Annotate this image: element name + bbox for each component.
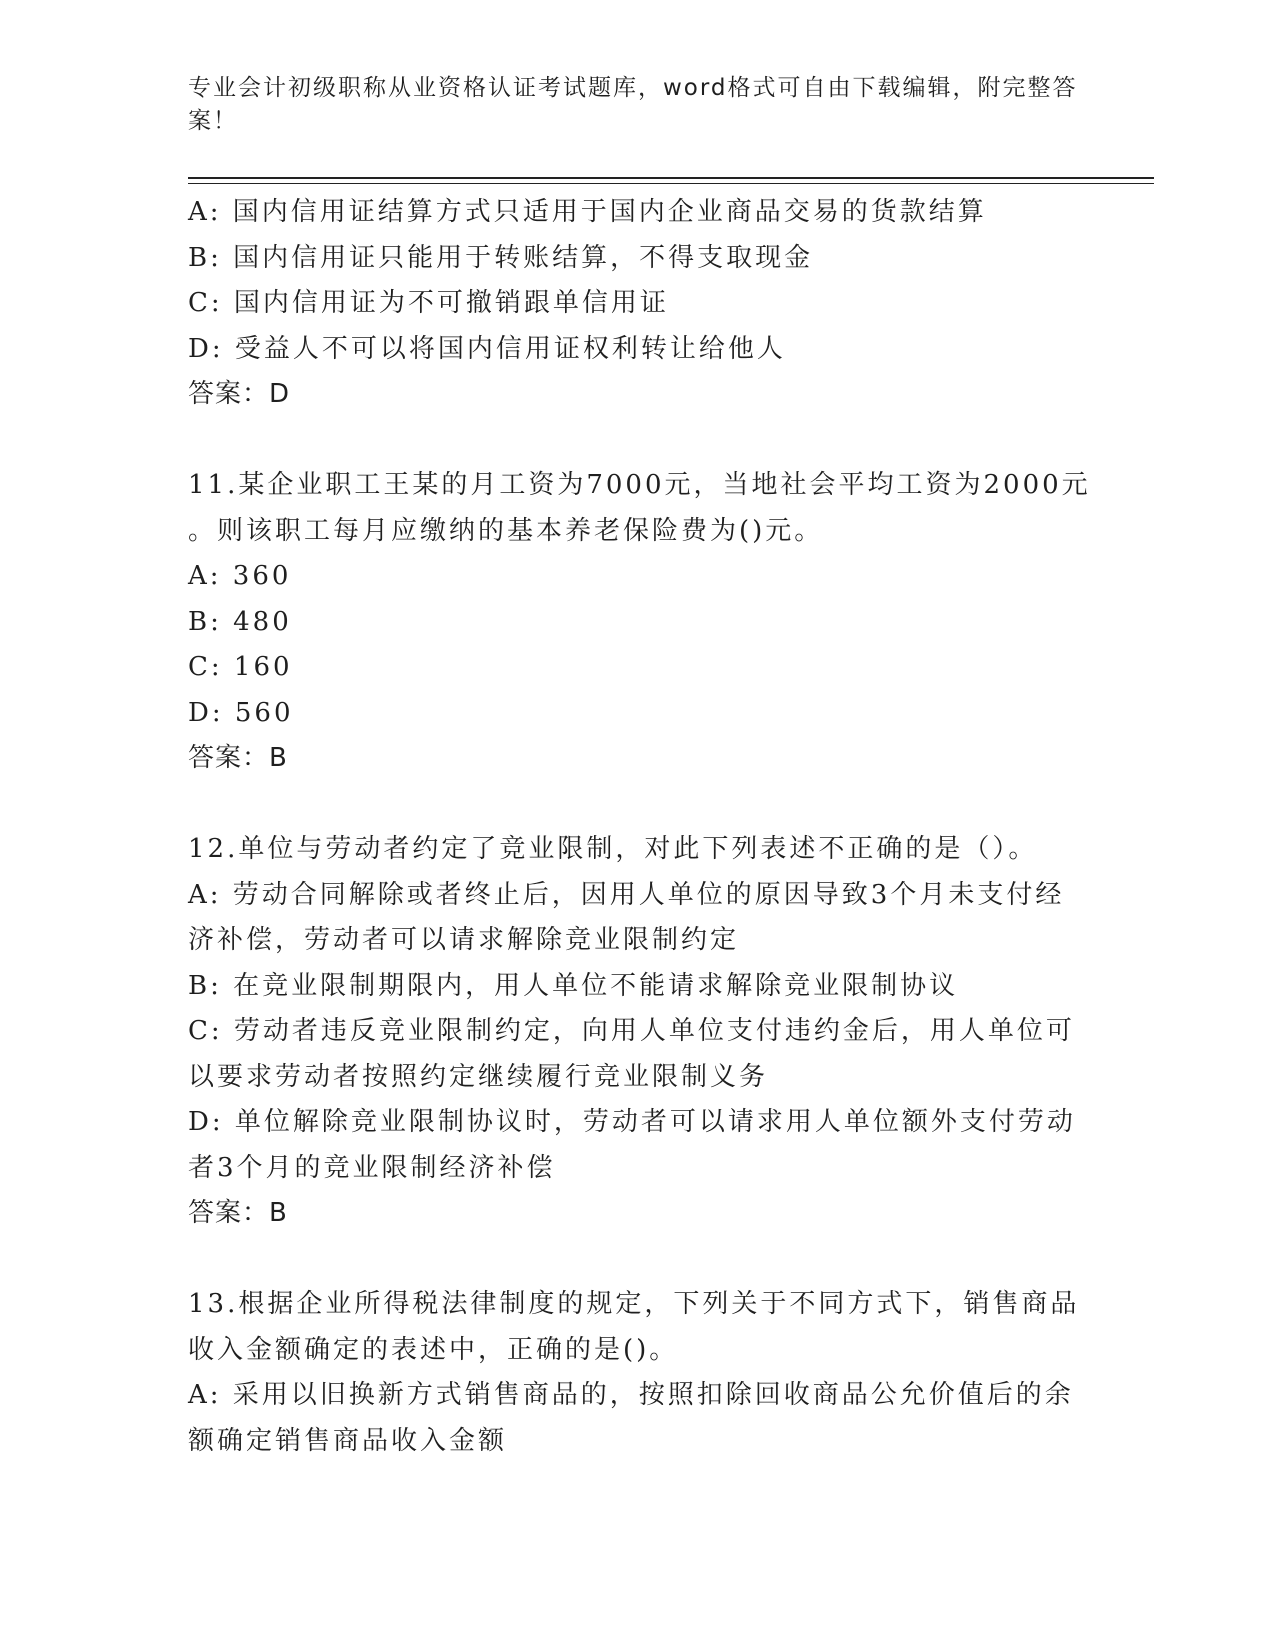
header-line-1: 专业会计初级职称从业资格认证考试题库，word格式可自由下载编辑，附完整答: [188, 75, 1078, 101]
option-a: A: 360: [188, 561, 292, 591]
question-stem-line-1: 11.某企业职工王某的月工资为7000元，当地社会平均工资为2000元: [188, 470, 1091, 500]
option-b: B: 在竞业限制期限内，用人单位不能请求解除竞业限制协议: [188, 970, 959, 1001]
question-10: [188, 190, 1088, 418]
document-header: [188, 72, 1078, 138]
option-d: D: 受益人不可以将国内信用证权利转让给他人: [188, 333, 786, 364]
header-line-2: 案！: [188, 108, 238, 134]
option-a-line-2: 额确定销售商品收入金额: [188, 1425, 508, 1456]
option-a: A: 国内信用证结算方式只适用于国内企业商品交易的货款结算: [188, 197, 987, 227]
option-a-line-1: A: 采用以旧换新方式销售商品的，按照扣除回收商品公允价值后的余: [188, 1380, 1074, 1410]
option-d-line-1: D: 单位解除竞业限制协议时，劳动者可以请求用人单位额外支付劳动: [188, 1107, 1076, 1137]
option-b: B: 国内信用证只能用于转账结算，不得支取现金: [188, 242, 814, 273]
answer: 答案：B: [188, 1198, 288, 1228]
question-stem-line-1: 13.根据企业所得税法律制度的规定，下列关于不同方式下，销售商品: [188, 1289, 1080, 1319]
option-d-line-2: 者3个月的竞业限制经济补偿: [188, 1152, 556, 1183]
option-c: C: 160: [188, 652, 293, 682]
option-d: D: 560: [188, 697, 294, 728]
question-spacer: [188, 782, 1088, 828]
option-b: B: 480: [188, 606, 292, 637]
header-divider-thick: [188, 177, 1154, 179]
option-a-line-2: 济补偿，劳动者可以请求解除竞业限制约定: [188, 925, 740, 955]
question-spacer: [188, 1237, 1088, 1283]
header-divider-thin: [188, 183, 1154, 184]
option-c-line-2: 以要求劳动者按照约定继续履行竞业限制义务: [188, 1061, 769, 1092]
question-list: [188, 190, 1091, 1464]
answer: 答案：B: [188, 743, 288, 773]
option-a-line-1: A: 劳动合同解除或者终止后，因用人单位的原因导致3个月未支付经: [188, 879, 1065, 910]
question-stem-line-2: 。则该职工每月应缴纳的基本养老保险费为()元。: [188, 515, 824, 546]
answer: 答案：D: [188, 379, 291, 409]
question-11: [188, 463, 1091, 782]
option-c: C: 国内信用证为不可撤销跟单信用证: [188, 288, 669, 318]
question-12: [188, 827, 1088, 1237]
question-stem-line-1: 12.单位与劳动者约定了竞业限制，对此下列表述不正确的是（）。: [188, 834, 1038, 864]
option-c-line-1: C: 劳动者违反竞业限制约定，向用人单位支付违约金后，用人单位可: [188, 1016, 1075, 1046]
question-spacer: [188, 418, 1088, 464]
question-stem-line-2: 收入金额确定的表述中，正确的是()。: [188, 1334, 679, 1365]
question-13: [188, 1282, 1088, 1464]
